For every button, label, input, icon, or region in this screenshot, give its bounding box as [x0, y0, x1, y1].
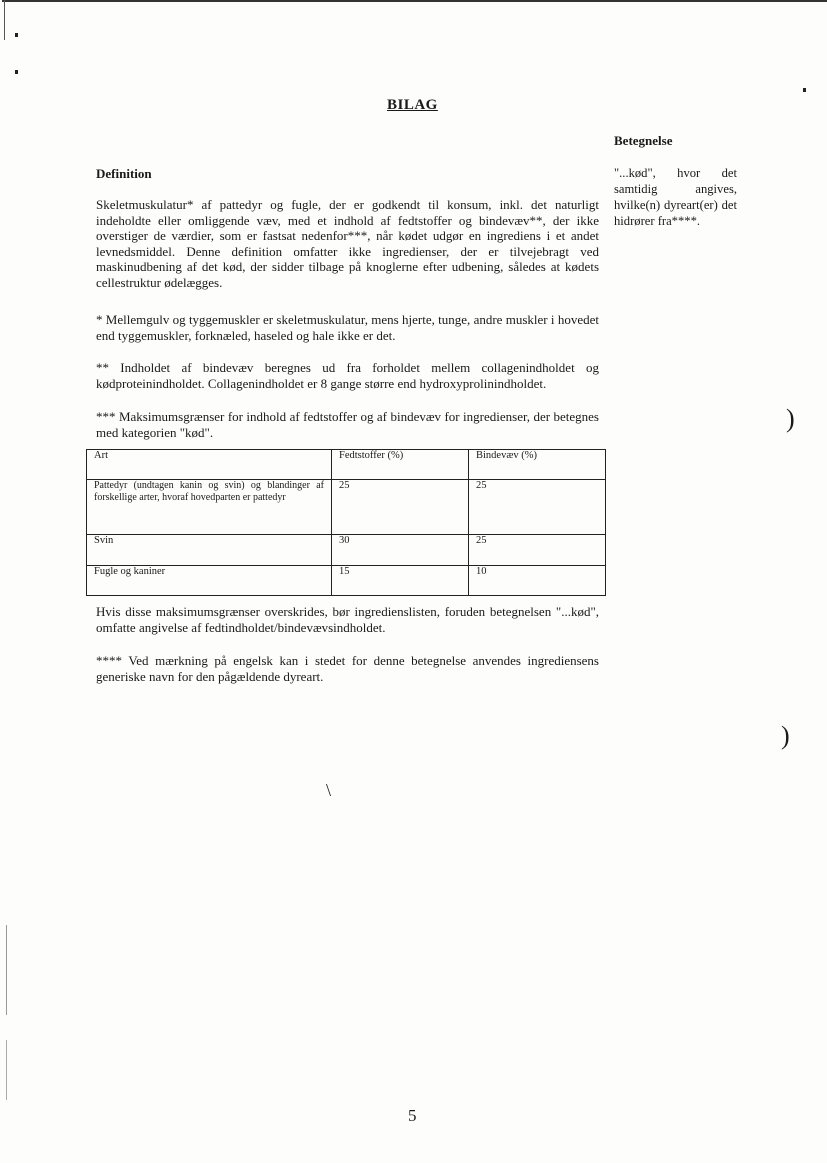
cell-fedt: 15: [332, 566, 469, 596]
scan-speck: [15, 70, 18, 74]
header-art: Art: [87, 450, 332, 480]
sidebar-title: Betegnelse: [614, 133, 673, 148]
table-row: [87, 566, 606, 596]
scan-margin-line: [6, 925, 7, 1015]
footnote-4: **** Ved mærkning på engelsk kan i stedet for denne betegnelse anvendes ingrediensens generiske navn for den pågældende dyreart.: [96, 653, 599, 684]
sidebar-text: "...kød", hvor det samtidig angives, hvilke(n) dyreart(er) det hidrører fra****.: [614, 166, 737, 228]
scan-edge-line: [2, 0, 827, 2]
after-table-paragraph: Hvis disse maksimumsgrænser overskrides, bør ingredienslisten, foruden betegnelsen "...kød", omfatte angivelse af fedtindholdet/bindevævsindholdet.: [96, 604, 599, 635]
cell-bindevaev: 25: [469, 480, 606, 535]
cell-art: Fugle og kaniner: [87, 566, 332, 596]
definition-title: Definition: [96, 166, 152, 181]
scan-bracket-mark: ): [781, 721, 790, 750]
page-heading: BILAG: [387, 97, 438, 113]
scan-bracket-mark: ): [786, 404, 795, 433]
cell-art: Svin: [87, 535, 332, 566]
table-header-row: [87, 450, 606, 480]
cell-fedt: 25: [332, 480, 469, 535]
scan-speck: [803, 88, 806, 92]
cell-bindevaev: 25: [469, 535, 606, 566]
scan-speck: [15, 33, 18, 37]
page-number: 5: [408, 1106, 417, 1125]
cell-art: Pattedyr (undtagen kanin og svin) og blandinger af forskellige arter, hvoraf hovedparten er pattedyr: [87, 480, 332, 535]
footnote-2: ** Indholdet af bindevæv beregnes ud fra forholdet mellem collagenindholdet og kødproteinindholdet. Collagenindholdet er 8 gange større end hydroxyprolinindholdet.: [96, 360, 599, 391]
footnote-3: *** Maksimumsgrænser for indhold af fedtstoffer og af bindevæv for ingredienser, der betegnes med kategorien "kød".: [96, 409, 599, 440]
definition-paragraph: Skeletmuskulatur* af pattedyr og fugle, der er godkendt til konsum, inkl. det naturligt indeholdte eller omliggende væv, med et indhold af fedtstoffer og bindevæv**, der ikke overstiger de værdier, som er fastsat nedenfor***, når kødet udgør en ingrediens i et andet levnedsmiddel. Denne definition omfatter ikke ingredienser, der er tilvejebragt ved maskinudbening af det kød, der sidder tilbage på knoglerne efter udbening, således at kødets cellestruktur ødelægges.: [96, 197, 599, 290]
cell-bindevaev: 10: [469, 566, 606, 596]
scan-stroke-mark: \: [326, 780, 332, 800]
limits-table: [86, 449, 606, 596]
header-bindevaev: Bindevæv (%): [469, 450, 606, 480]
footnote-1: * Mellemgulv og tyggemuskler er skeletmuskulatur, mens hjerte, tunge, andre muskler i hovedet end tyggemuskler, forknæled, haseled og hale ikke er det.: [96, 312, 599, 343]
table-row: [87, 535, 606, 566]
cell-fedt: 30: [332, 535, 469, 566]
table-row: [87, 480, 606, 535]
scan-margin-line: [6, 1040, 7, 1100]
header-fedt: Fedtstoffer (%): [332, 450, 469, 480]
scan-margin-line: [4, 0, 5, 40]
